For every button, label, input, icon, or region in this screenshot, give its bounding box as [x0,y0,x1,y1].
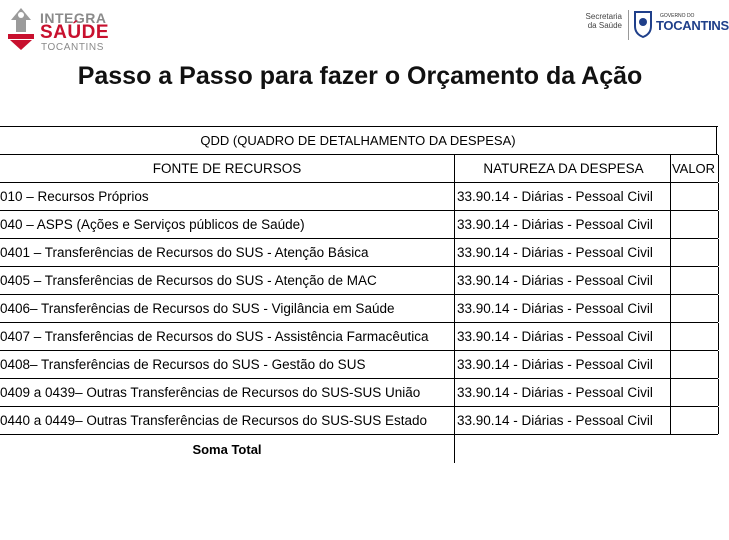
integra-saude-logo [4,4,124,54]
qdd-table [0,126,718,463]
total-label: Soma Total [0,435,455,463]
natureza-cell: 33.90.14 - Diárias - Pessoal Civil [455,239,671,266]
table-row [0,183,718,211]
valor-cell [669,407,719,434]
valor-cell [669,323,719,350]
logo-text-saude: SAÚDE [40,22,110,43]
integra-saude-logo-icon [4,6,38,52]
column-header-natureza: NATUREZA DA DESPESA [455,155,671,182]
column-header-valor: VALOR [669,155,719,182]
table-row [0,295,718,323]
tocantins-label: TOCANTINS [656,18,729,33]
fonte-cell: 0440 a 0449– Outras Transferências de Recursos do SUS-SUS Estado [0,407,455,434]
valor-cell [669,267,719,294]
total-natureza-cell [455,435,670,463]
fonte-cell: 0407 – Transferências de Recursos do SUS - Assistência Farmacêutica [0,323,455,350]
natureza-cell: 33.90.14 - Diárias - Pessoal Civil [455,267,671,294]
governo-tocantins-logo [578,4,729,44]
logo-divider [628,10,629,40]
valor-cell [669,239,719,266]
fonte-cell: 0406– Transferências de Recursos do SUS - Vigilância em Saúde [0,295,455,322]
fonte-cell: 040 – ASPS (Ações e Serviços públicos de Saúde) [0,211,455,238]
logo-text-tocantins: TOCANTINS [41,42,104,53]
natureza-cell: 33.90.14 - Diárias - Pessoal Civil [455,211,671,238]
table-row [0,323,718,351]
valor-cell [669,379,719,406]
secretaria-label: Secretaria da Saúde [585,12,622,30]
governo-do-label: GOVERNO DO [660,13,695,19]
table-row [0,267,718,295]
table-row [0,379,718,407]
table-row [0,351,718,379]
natureza-cell: 33.90.14 - Diárias - Pessoal Civil [455,183,671,210]
logo-text-integra: INTEGRA [40,10,107,26]
table-header-row [0,155,718,183]
fonte-cell: 0401 – Transferências de Recursos do SUS - Atenção Básica [0,239,455,266]
table-row [0,239,718,267]
fonte-cell: 0408– Transferências de Recursos do SUS - Gestão do SUS [0,351,455,378]
fonte-cell: 0409 a 0439– Outras Transferências de Recursos do SUS-SUS União [0,379,455,406]
total-row [0,435,718,463]
valor-cell [669,211,719,238]
natureza-cell: 33.90.14 - Diárias - Pessoal Civil [455,295,671,322]
column-header-fonte: FONTE DE RECURSOS [0,155,455,182]
natureza-cell: 33.90.14 - Diárias - Pessoal Civil [455,351,671,378]
table-row [0,211,718,239]
natureza-cell: 33.90.14 - Diárias - Pessoal Civil [455,323,671,350]
table-caption-row [0,127,718,155]
table-caption: QDD (QUADRO DE DETALHAMENTO DA DESPESA) [0,127,717,154]
natureza-cell: 33.90.14 - Diárias - Pessoal Civil [455,407,671,434]
fonte-cell: 0405 – Transferências de Recursos do SUS - Atenção de MAC [0,267,455,294]
total-valor-cell [669,435,718,463]
fonte-cell: 010 – Recursos Próprios [0,183,455,210]
valor-cell [669,183,719,210]
state-crest-icon [633,10,653,38]
natureza-cell: 33.90.14 - Diárias - Pessoal Civil [455,379,671,406]
table-row [0,407,718,435]
valor-cell [669,295,719,322]
valor-cell [669,351,719,378]
page-title: Passo a Passo para fazer o Orçamento da Ação [77,62,643,90]
